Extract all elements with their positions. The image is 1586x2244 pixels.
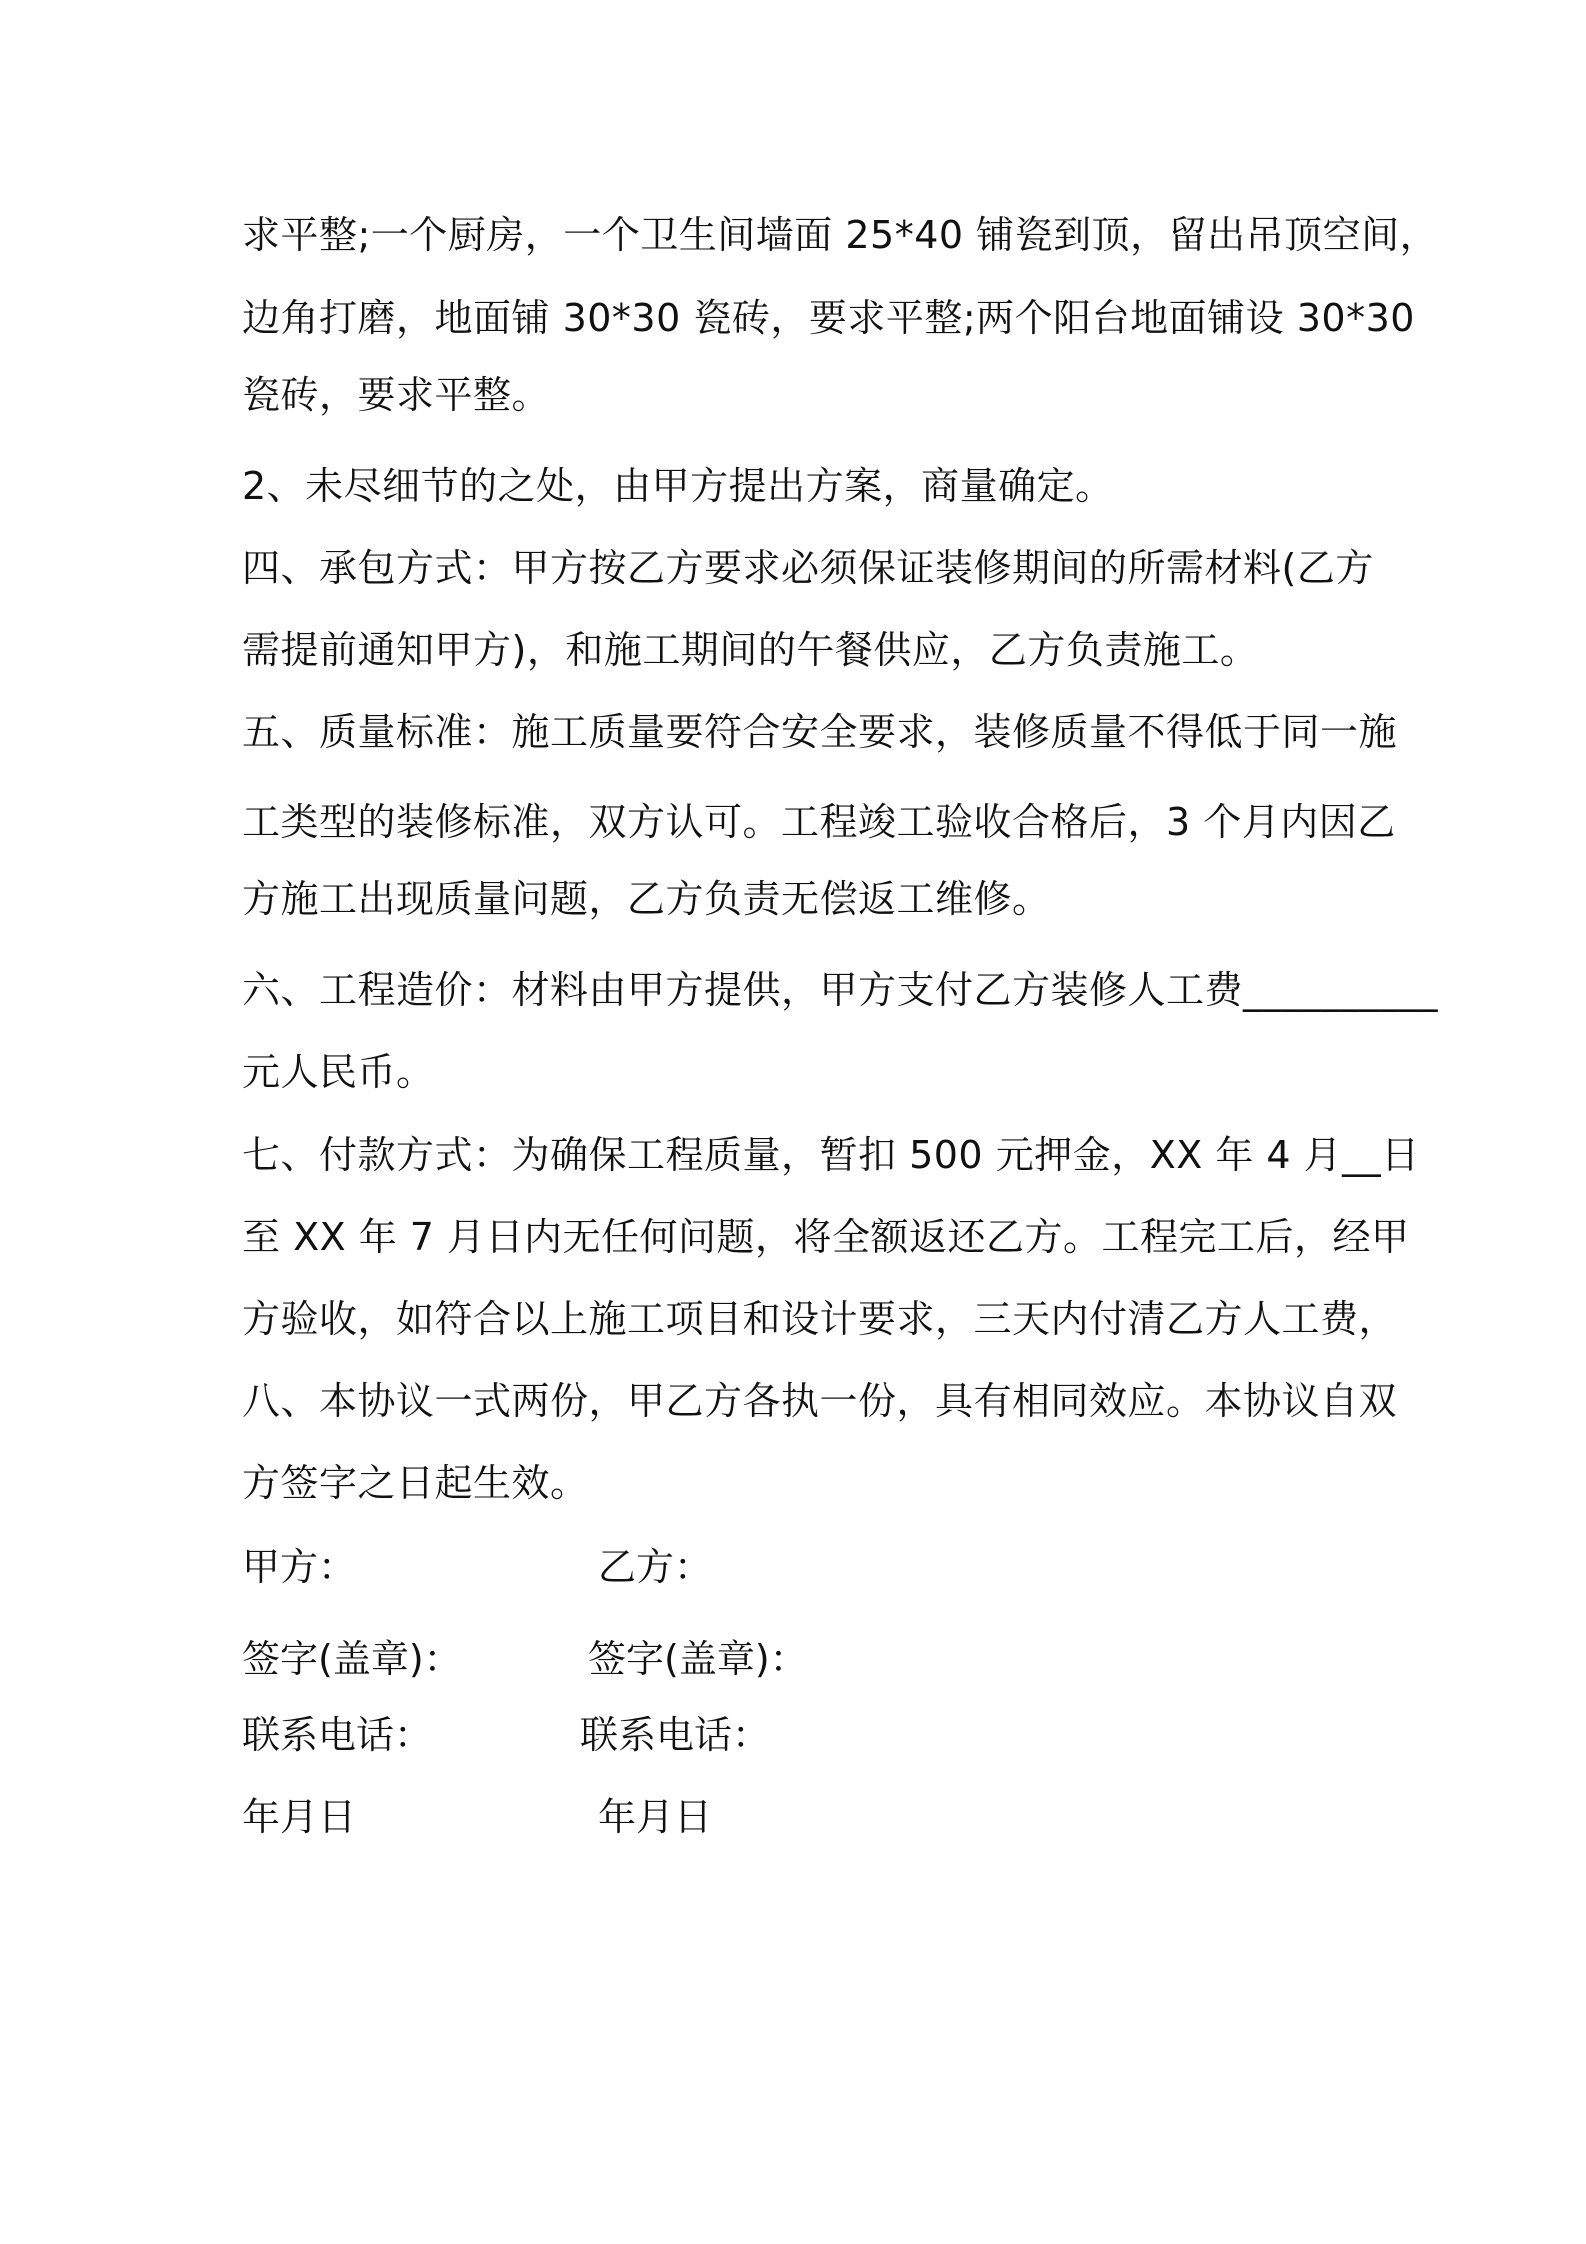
body-line: 七、付款方式：为确保工程质量，暂扣 500 元押金，XX 年 4 月__日 [242,1133,1420,1177]
party-b-sign-label: 签字(盖章)： [588,1637,808,1681]
party-b-date-label: 年月日 [598,1795,713,1839]
body-line: 需提前通知甲方)，和施工期间的午餐供应，乙方负责施工。 [242,628,1259,672]
body-line: 方签字之日起生效。 [242,1461,589,1505]
party-a-label: 甲方： [242,1545,357,1589]
body-line: 四、承包方式：甲方按乙方要求必须保证装修期间的所需材料(乙方 [242,546,1374,590]
party-a-phone-label: 联系电话： [242,1713,433,1757]
body-line: 五、质量标准：施工质量要符合安全要求，装修质量不得低于同一施 [242,710,1398,754]
body-line: 瓷砖，要求平整。 [242,373,551,417]
body-line: 边角打磨，地面铺 30*30 瓷砖，要求平整;两个阳台地面铺设 30*30 [242,296,1415,340]
body-line: 工类型的装修标准，双方认可。工程竣工验收合格后，3 个月内因乙 [242,800,1396,844]
body-line: 六、工程造价：材料由甲方提供，甲方支付乙方装修人工费__________ [242,968,1439,1012]
body-line: 方验收，如符合以上施工项目和设计要求，三天内付清乙方人工费， [242,1297,1398,1341]
body-line: 至 XX 年 7 月日内无任何问题，将全额返还乙方。工程完工后，经甲 [242,1215,1410,1259]
party-b-phone-label: 联系电话： [580,1713,771,1757]
party-a-sign-label: 签字(盖章)： [242,1637,462,1681]
body-line: 2、未尽细节的之处，由甲方提出方案，商量确定。 [242,464,1114,508]
body-line: 八、本协议一式两份，甲乙方各执一份，具有相同效应。本协议自双 [242,1379,1398,1423]
body-line: 方施工出现质量问题，乙方负责无偿返工维修。 [242,877,1051,921]
party-b-label: 乙方： [598,1545,713,1589]
body-line: 求平整;一个厨房，一个卫生间墙面 25*40 铺瓷到顶，留出吊顶空间， [242,213,1439,257]
party-a-date-label: 年月日 [242,1795,357,1839]
body-line: 元人民币。 [242,1050,435,1094]
